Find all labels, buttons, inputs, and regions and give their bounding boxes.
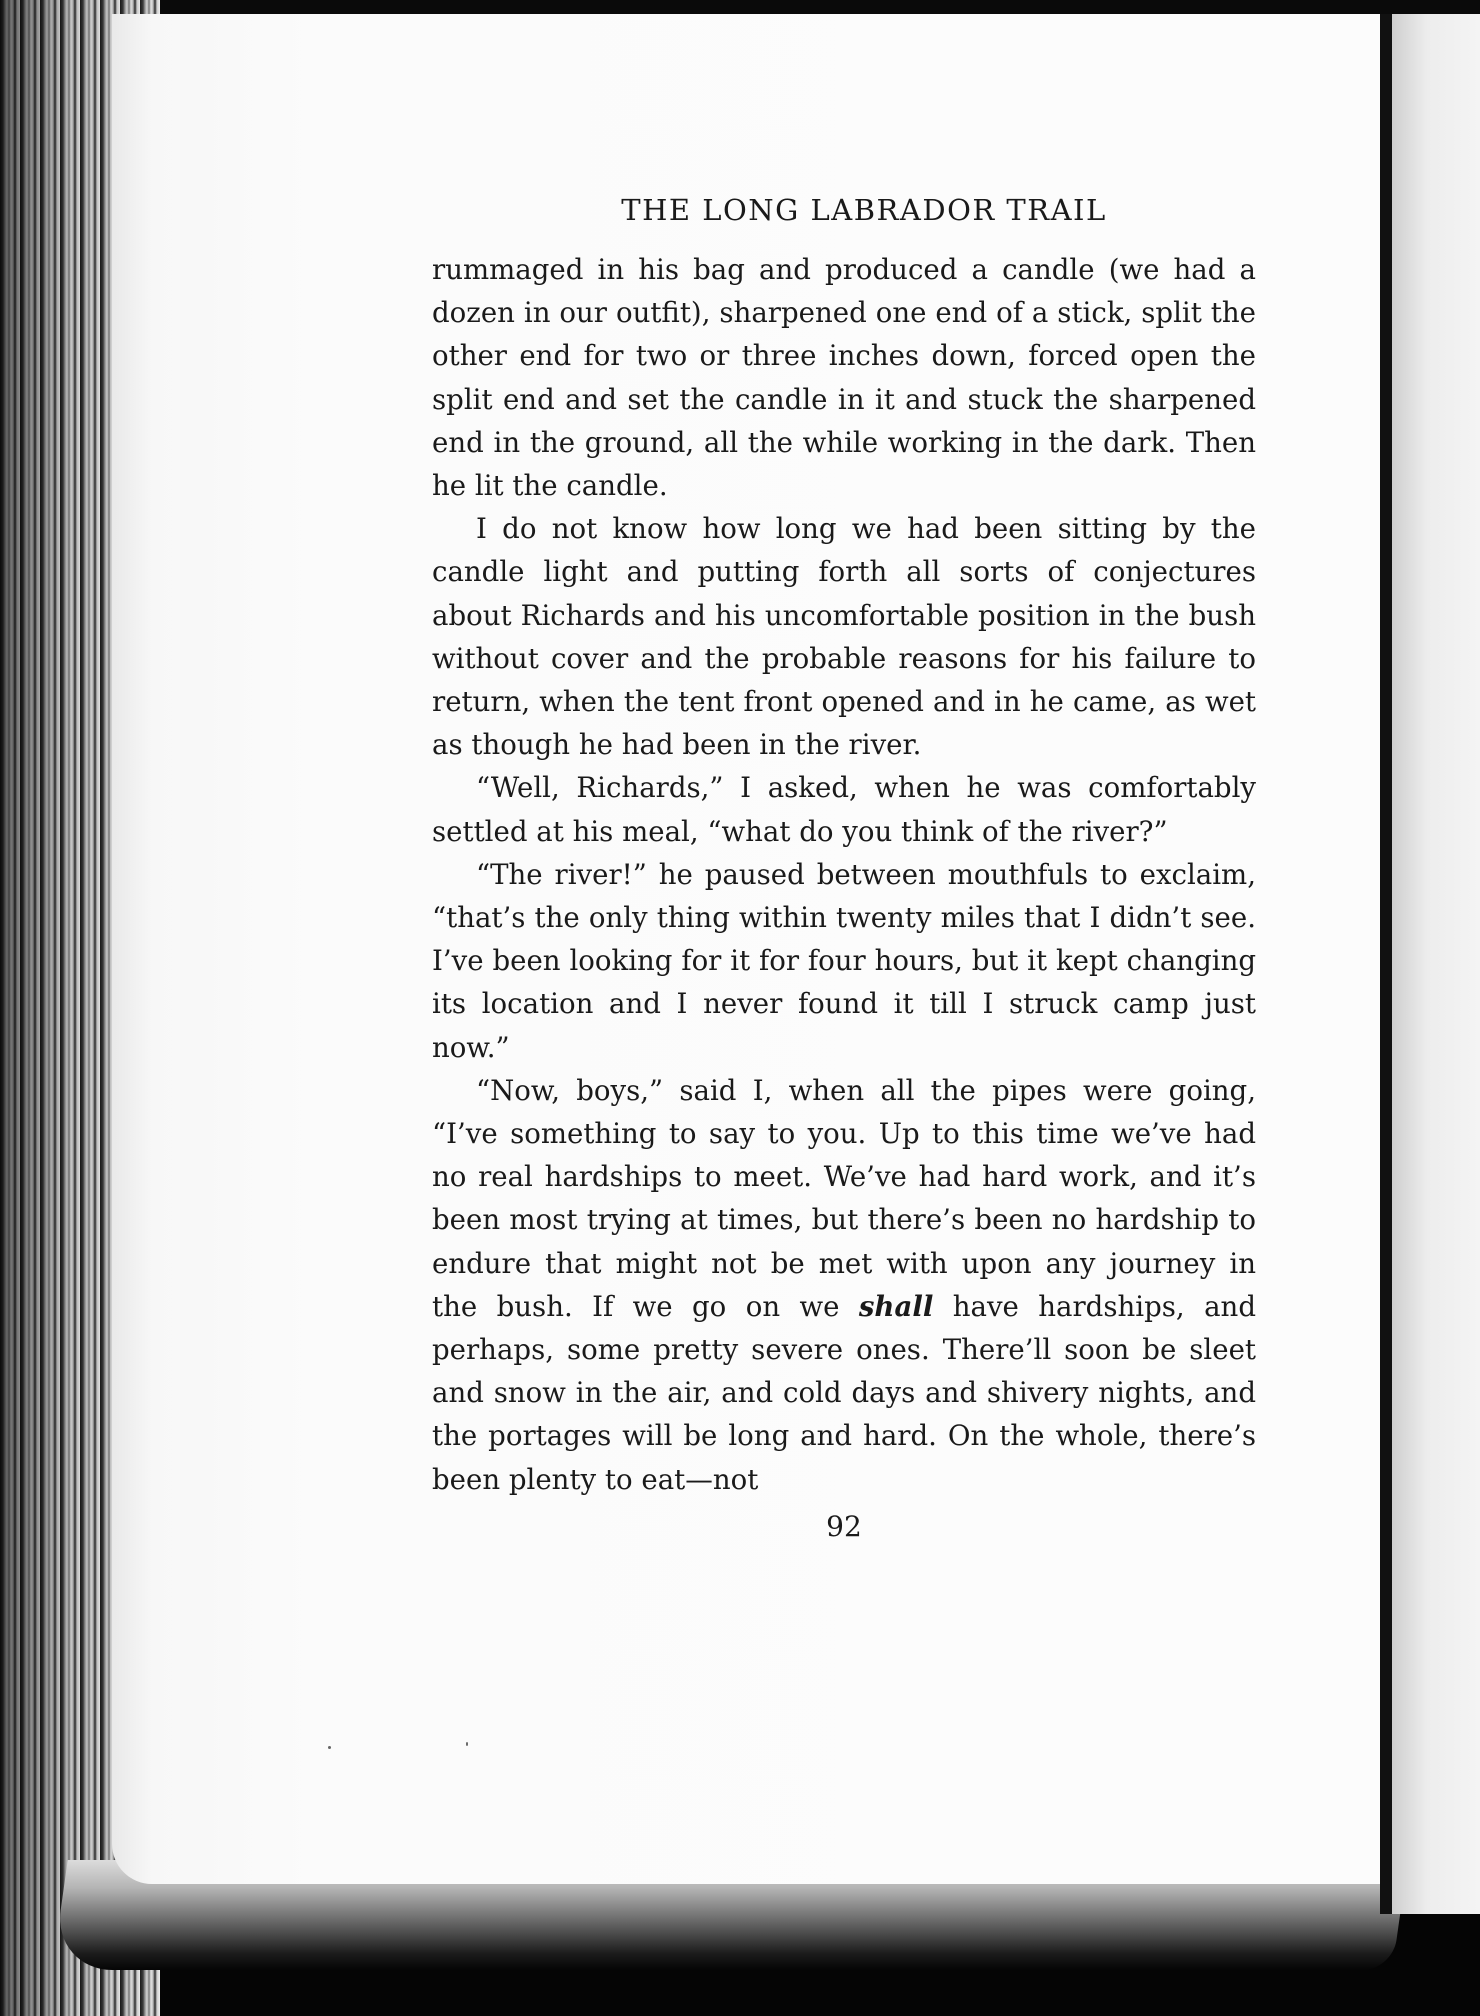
paragraph-2: I do not know how long we had been sitting by the candle light and putting forth all sorts of conjectures about Richards and his uncomfortable position in the bush without cover and the probable reasons for his failure to return, when the tent front opened and in he came, as wet as though he had been in the river. <box>432 512 1256 762</box>
scan-speck <box>466 1742 468 1746</box>
paragraph-5 <box>432 1069 1256 1501</box>
book-gutter <box>1380 14 1392 1914</box>
paragraph-4: “The river!” he paused between mouthfuls to exclaim, “that’s the only thing within twenty miles that I didn’t see. I’ve been looking for it for four hours, but it kept changing its location and I never found it till I struck camp just now.” <box>432 857 1256 1064</box>
scan-top-edge <box>0 0 1480 14</box>
emphasis-shall: shall <box>858 1289 934 1323</box>
paragraph-1: rummaged in his bag and produced a candle (we had a dozen in our outfit), sharpened one end of a stick, split the other end for two or three inches down, forced open the split end and set the candle in it and stuck the sharpened end in the ground, all the while working in the dark. Then he lit the candle. <box>432 253 1256 503</box>
facing-page-edge <box>1392 14 1480 1914</box>
paragraph-5-before: “Now, boys,” said I, when all the pipes were going, “I’ve something to say to you. Up to this time we’ve had no real hardships to meet. We’ve had hard work, and it’s been most trying at times, but there’s been no hardship to endure that might not be met with upon any journey in the bush. If we go on we <box>432 1073 1256 1323</box>
running-head: THE LONG LABRADOR TRAIL <box>621 193 1107 227</box>
text-block <box>432 190 1256 1547</box>
scan-speck <box>328 1746 331 1749</box>
paragraph-5-after: have hardships, and perhaps, some pretty severe ones. There’ll soon be sleet and snow in the air, and cold days and shivery nights, and the portages will be long and hard. On the whole, there’s been plenty to eat—not <box>432 1289 1256 1496</box>
paragraph-3: “Well, Richards,” I asked, when he was comfortably settled at his meal, “what do you think of the river?” <box>432 771 1256 848</box>
page-number: 92 <box>826 1509 862 1543</box>
